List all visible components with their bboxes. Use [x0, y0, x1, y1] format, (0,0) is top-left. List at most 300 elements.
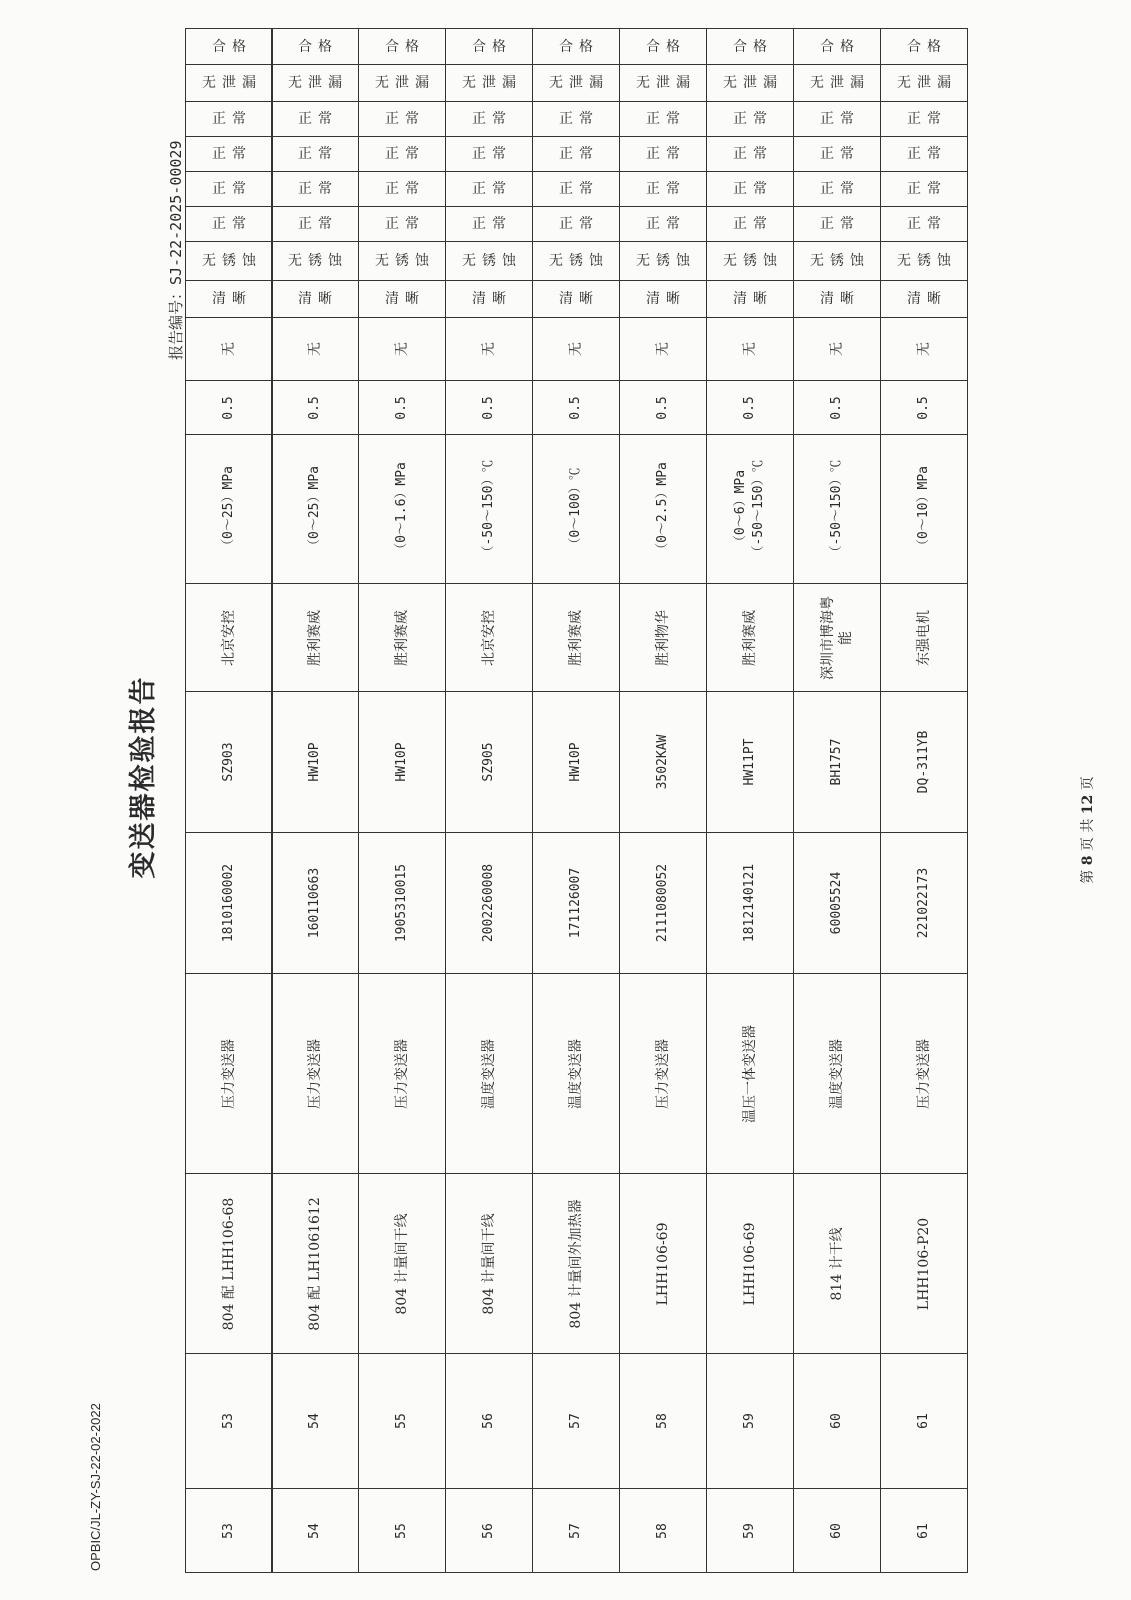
leak-char: 漏: [676, 75, 690, 91]
cell-no: [271, 1353, 359, 1489]
cell-marking: [185, 280, 273, 318]
cell-maker: [880, 583, 968, 692]
cell-corrosion: [706, 241, 794, 281]
leak-char: 漏: [502, 75, 516, 91]
no-text: 59: [742, 1413, 757, 1429]
cell-c2: [880, 171, 968, 207]
leak-char: 泄: [743, 75, 757, 91]
corrosion-char: 蚀: [763, 253, 777, 269]
leak-char: 漏: [763, 75, 777, 91]
maker-text: 胜利物华: [655, 609, 671, 666]
cell-model: [185, 691, 273, 833]
c3-char: 常: [405, 146, 419, 162]
maker-text: 东强电机: [916, 609, 932, 666]
accuracy-text: 0.5: [829, 395, 844, 420]
cell-corrosion: [271, 241, 359, 281]
c1-char: 正: [559, 216, 573, 232]
serial-text: 1812140121: [742, 863, 757, 943]
name-text: 温度变送器: [829, 1038, 845, 1109]
accuracy-text: 0.5: [655, 395, 670, 420]
seq-text: 60: [829, 1522, 844, 1539]
cell-result: [358, 28, 446, 65]
result-char: 格: [579, 38, 593, 55]
range-text: （0～6）MPa （-50～150）℃: [733, 459, 766, 559]
leak-char: 无: [462, 75, 476, 91]
serial-text: 60005524: [829, 871, 844, 935]
maker-text: 胜利赛威: [568, 609, 584, 666]
cell-model: [445, 691, 533, 833]
cell-accuracy: [619, 380, 707, 435]
cell-damage: [706, 317, 794, 381]
c3-char: 正: [472, 146, 486, 162]
marking-char: 晰: [318, 291, 332, 307]
corrosion-char: 无: [810, 253, 824, 269]
c4-char: 常: [318, 111, 332, 127]
c4-char: 常: [492, 111, 506, 127]
c2-char: 正: [559, 181, 573, 197]
cell-seq: [793, 1488, 881, 1573]
cell-c2: [185, 171, 273, 207]
model-text: HW10P: [307, 742, 322, 782]
range-text: （0～25）MPa: [221, 466, 236, 552]
result-char: 格: [927, 38, 941, 55]
cell-serial: [358, 832, 446, 974]
cell-c2: [532, 171, 620, 207]
corrosion-char: 锈: [830, 253, 844, 269]
cell-leak: [880, 64, 968, 102]
corrosion-char: 蚀: [676, 253, 690, 269]
cell-no: [445, 1353, 533, 1489]
result-char: 合: [907, 38, 921, 55]
cell-maker: [793, 583, 881, 692]
cell-corrosion: [532, 241, 620, 281]
cell-name: [358, 973, 446, 1174]
c3-char: 正: [298, 146, 312, 162]
cell-c4: [880, 101, 968, 137]
maker-text: 胜利赛威: [394, 609, 410, 666]
marking-char: 晰: [579, 291, 593, 307]
no-text: 53: [221, 1413, 236, 1429]
cell-c3: [793, 136, 881, 172]
serial-text: 160110663: [307, 867, 322, 939]
c2-char: 正: [385, 181, 399, 197]
c2-char: 正: [907, 181, 921, 197]
c2-char: 常: [579, 181, 593, 197]
marking-char: 晰: [927, 291, 941, 307]
cell-corrosion: [185, 241, 273, 281]
c2-char: 常: [232, 181, 246, 197]
corrosion-char: 无: [288, 253, 302, 269]
result-char: 格: [666, 38, 680, 55]
range-text: （-50～150）℃: [481, 459, 496, 559]
page-title: 变送器检验报告: [128, 675, 159, 879]
corrosion-char: 蚀: [937, 253, 951, 269]
result-char: 格: [318, 38, 332, 55]
cell-accuracy: [532, 380, 620, 435]
location-text: 804 计量间外加热器: [568, 1198, 584, 1329]
c1-char: 常: [840, 216, 854, 232]
cell-corrosion: [880, 241, 968, 281]
marking-char: 晰: [405, 291, 419, 307]
corrosion-char: 锈: [395, 253, 409, 269]
c2-char: 正: [298, 181, 312, 197]
cell-accuracy: [880, 380, 968, 435]
corrosion-char: 无: [462, 253, 476, 269]
marking-char: 清: [385, 291, 399, 307]
cell-serial: [271, 832, 359, 974]
range-text: （0～2.5）MPa: [655, 462, 670, 556]
serial-text: 171126007: [568, 867, 583, 939]
result-char: 合: [385, 38, 399, 55]
corrosion-char: 锈: [656, 253, 670, 269]
cell-maker: [185, 583, 273, 692]
page-middle: 页 共: [1080, 818, 1096, 852]
c1-char: 正: [385, 216, 399, 232]
cell-location: [619, 1173, 707, 1354]
maker-text: 深圳市博海粤能: [820, 595, 854, 680]
cell-c3: [358, 136, 446, 172]
maker-text: 北京安控: [481, 609, 497, 666]
cell-model: [706, 691, 794, 833]
c2-char: 正: [472, 181, 486, 197]
cell-no: [706, 1353, 794, 1489]
accuracy-text: 0.5: [394, 395, 409, 420]
leak-char: 泄: [308, 75, 322, 91]
cell-serial: [532, 832, 620, 974]
cell-marking: [880, 280, 968, 318]
c3-char: 正: [733, 146, 747, 162]
marking-char: 清: [212, 291, 226, 307]
marking-char: 清: [907, 291, 921, 307]
cell-corrosion: [793, 241, 881, 281]
cell-marking: [445, 280, 533, 318]
c2-char: 正: [646, 181, 660, 197]
serial-text: 221022173: [916, 867, 931, 939]
seq-text: 54: [307, 1522, 322, 1539]
cell-c2: [619, 171, 707, 207]
c4-char: 正: [298, 111, 312, 127]
cell-model: [880, 691, 968, 833]
cell-leak: [619, 64, 707, 102]
cell-c4: [793, 101, 881, 137]
result-char: 格: [232, 38, 246, 55]
cell-leak: [445, 64, 533, 102]
damage-text: 无: [307, 342, 323, 356]
c3-char: 正: [385, 146, 399, 162]
cell-seq: [185, 1488, 273, 1573]
seq-text: 57: [568, 1522, 583, 1539]
cell-serial: [793, 832, 881, 974]
no-text: 58: [655, 1413, 670, 1429]
leak-char: 漏: [589, 75, 603, 91]
page-prefix: 第: [1080, 869, 1096, 884]
cell-range: [532, 434, 620, 584]
c3-char: 正: [212, 146, 226, 162]
c4-char: 常: [579, 111, 593, 127]
damage-text: 无: [742, 342, 758, 356]
leak-char: 泄: [222, 75, 236, 91]
cell-range: [185, 434, 273, 584]
cell-name: [880, 973, 968, 1174]
cell-accuracy: [358, 380, 446, 435]
cell-damage: [532, 317, 620, 381]
corrosion-char: 无: [636, 253, 650, 269]
serial-text: 1810160002: [221, 863, 236, 943]
cell-damage: [185, 317, 273, 381]
c3-char: 常: [232, 146, 246, 162]
cell-result: [619, 28, 707, 65]
c1-char: 常: [579, 216, 593, 232]
cell-c1: [880, 206, 968, 242]
damage-text: 无: [655, 342, 671, 356]
corrosion-char: 无: [375, 253, 389, 269]
cell-maker: [358, 583, 446, 692]
cell-location: [358, 1173, 446, 1354]
cell-damage: [793, 317, 881, 381]
location-text: 804 配 LH1061612: [307, 1196, 323, 1331]
corrosion-char: 蚀: [589, 253, 603, 269]
c3-char: 正: [820, 146, 834, 162]
cell-c3: [532, 136, 620, 172]
cell-no: [880, 1353, 968, 1489]
serial-text: 2002260008: [481, 863, 496, 943]
cell-c4: [619, 101, 707, 137]
range-text: （0～1.6）MPa: [394, 462, 409, 556]
result-char: 格: [405, 38, 419, 55]
table-row: [358, 28, 446, 1574]
damage-text: 无: [916, 342, 932, 356]
range-text: （0～25）MPa: [307, 466, 322, 552]
c3-char: 正: [907, 146, 921, 162]
c2-char: 常: [840, 181, 854, 197]
result-char: 格: [840, 38, 854, 55]
marking-char: 清: [298, 291, 312, 307]
cell-damage: [880, 317, 968, 381]
cell-range: [619, 434, 707, 584]
cell-c2: [793, 171, 881, 207]
c1-char: 常: [492, 216, 506, 232]
form-code: OPBIC/JL-ZY-SJ-22-02-2022: [88, 1403, 103, 1571]
model-text: BH1757: [829, 738, 844, 786]
leak-char: 泄: [656, 75, 670, 91]
cell-no: [532, 1353, 620, 1489]
leak-char: 无: [288, 75, 302, 91]
c2-char: 常: [927, 181, 941, 197]
cell-c2: [445, 171, 533, 207]
cell-range: [271, 434, 359, 584]
location-text: LHH106-69: [742, 1222, 758, 1305]
c1-char: 正: [298, 216, 312, 232]
cell-no: [619, 1353, 707, 1489]
c2-char: 常: [405, 181, 419, 197]
cell-range: [358, 434, 446, 584]
cell-result: [532, 28, 620, 65]
marking-char: 清: [559, 291, 573, 307]
cell-damage: [619, 317, 707, 381]
cell-model: [358, 691, 446, 833]
cell-c4: [706, 101, 794, 137]
cell-location: [706, 1173, 794, 1354]
model-text: HW11PT: [742, 738, 757, 786]
name-text: 温度变送器: [568, 1038, 584, 1109]
name-text: 压力变送器: [655, 1038, 671, 1109]
cell-c1: [358, 206, 446, 242]
serial-text: 2111080052: [655, 863, 670, 943]
corrosion-char: 锈: [308, 253, 322, 269]
table-row: [793, 28, 881, 1574]
leak-char: 漏: [328, 75, 342, 91]
table-row: [445, 28, 533, 1574]
no-text: 56: [481, 1413, 496, 1429]
c3-char: 常: [492, 146, 506, 162]
cell-damage: [358, 317, 446, 381]
cell-serial: [706, 832, 794, 974]
c3-char: 常: [840, 146, 854, 162]
no-text: 55: [394, 1413, 409, 1429]
cell-corrosion: [358, 241, 446, 281]
marking-char: 晰: [840, 291, 854, 307]
c1-char: 常: [405, 216, 419, 232]
page-current: 8: [1080, 855, 1096, 866]
seq-text: 59: [742, 1522, 757, 1539]
model-text: HW10P: [394, 742, 409, 782]
corrosion-char: 蚀: [502, 253, 516, 269]
result-char: 合: [733, 38, 747, 55]
cell-c3: [619, 136, 707, 172]
cell-c3: [271, 136, 359, 172]
table-row: [706, 28, 794, 1574]
table-row: [185, 28, 273, 1574]
c4-char: 常: [840, 111, 854, 127]
c4-char: 正: [559, 111, 573, 127]
cell-marking: [619, 280, 707, 318]
cell-serial: [185, 832, 273, 974]
name-text: 压力变送器: [221, 1038, 237, 1109]
name-text: 温度变送器: [481, 1038, 497, 1109]
cell-location: [185, 1173, 273, 1354]
cell-c2: [358, 171, 446, 207]
page-suffix: 页: [1080, 776, 1096, 791]
seq-text: 53: [221, 1522, 236, 1539]
damage-text: 无: [221, 342, 237, 356]
cell-serial: [619, 832, 707, 974]
cell-name: [793, 973, 881, 1174]
damage-text: 无: [829, 342, 845, 356]
c1-char: 常: [666, 216, 680, 232]
cell-marking: [793, 280, 881, 318]
accuracy-text: 0.5: [221, 395, 236, 420]
name-text: 压力变送器: [394, 1038, 410, 1109]
cell-c4: [532, 101, 620, 137]
cell-no: [793, 1353, 881, 1489]
cell-model: [793, 691, 881, 833]
leak-char: 泄: [830, 75, 844, 91]
marking-char: 晰: [666, 291, 680, 307]
c4-char: 常: [232, 111, 246, 127]
corrosion-char: 蚀: [328, 253, 342, 269]
leak-char: 漏: [850, 75, 864, 91]
cell-c2: [271, 171, 359, 207]
c1-char: 正: [733, 216, 747, 232]
c2-char: 正: [212, 181, 226, 197]
cell-corrosion: [445, 241, 533, 281]
leak-char: 泄: [482, 75, 496, 91]
cell-c4: [445, 101, 533, 137]
leak-char: 漏: [937, 75, 951, 91]
result-char: 合: [646, 38, 660, 55]
accuracy-text: 0.5: [307, 395, 322, 420]
cell-accuracy: [445, 380, 533, 435]
cell-c1: [706, 206, 794, 242]
result-char: 格: [753, 38, 767, 55]
leak-char: 泄: [917, 75, 931, 91]
leak-char: 无: [810, 75, 824, 91]
cell-location: [532, 1173, 620, 1354]
c1-char: 常: [927, 216, 941, 232]
leak-char: 无: [636, 75, 650, 91]
cell-range: [706, 434, 794, 584]
cell-seq: [445, 1488, 533, 1573]
damage-text: 无: [481, 342, 497, 356]
cell-model: [619, 691, 707, 833]
cell-leak: [271, 64, 359, 102]
result-char: 合: [212, 38, 226, 55]
cell-seq: [619, 1488, 707, 1573]
cell-result: [271, 28, 359, 65]
c4-char: 常: [753, 111, 767, 127]
c1-char: 正: [472, 216, 486, 232]
c4-char: 正: [212, 111, 226, 127]
no-text: 54: [307, 1413, 322, 1429]
location-text: LHH106-69: [655, 1222, 671, 1305]
c2-char: 常: [492, 181, 506, 197]
damage-text: 无: [394, 342, 410, 356]
cell-leak: [706, 64, 794, 102]
c1-char: 正: [820, 216, 834, 232]
c1-char: 常: [232, 216, 246, 232]
model-text: SZ903: [221, 742, 236, 782]
cell-accuracy: [185, 380, 273, 435]
corrosion-char: 无: [549, 253, 563, 269]
result-char: 合: [472, 38, 486, 55]
table-row: [880, 28, 968, 1574]
name-text: 温压一体变送器: [742, 1024, 758, 1123]
cell-corrosion: [619, 241, 707, 281]
cell-model: [271, 691, 359, 833]
c4-char: 正: [820, 111, 834, 127]
cell-maker: [445, 583, 533, 692]
c1-char: 正: [646, 216, 660, 232]
accuracy-text: 0.5: [916, 395, 931, 420]
cell-result: [706, 28, 794, 65]
cell-c1: [532, 206, 620, 242]
leak-char: 无: [202, 75, 216, 91]
cell-name: [271, 973, 359, 1174]
leak-char: 漏: [415, 75, 429, 91]
range-text: （-50～150）℃: [829, 459, 844, 559]
cell-maker: [706, 583, 794, 692]
cell-seq: [532, 1488, 620, 1573]
c4-char: 正: [733, 111, 747, 127]
cell-result: [445, 28, 533, 65]
cell-leak: [185, 64, 273, 102]
leak-char: 无: [375, 75, 389, 91]
cell-result: [185, 28, 273, 65]
cell-c1: [619, 206, 707, 242]
location-text: 804 配 LHH106-68: [221, 1197, 237, 1330]
cell-seq: [271, 1488, 359, 1573]
c4-char: 正: [646, 111, 660, 127]
